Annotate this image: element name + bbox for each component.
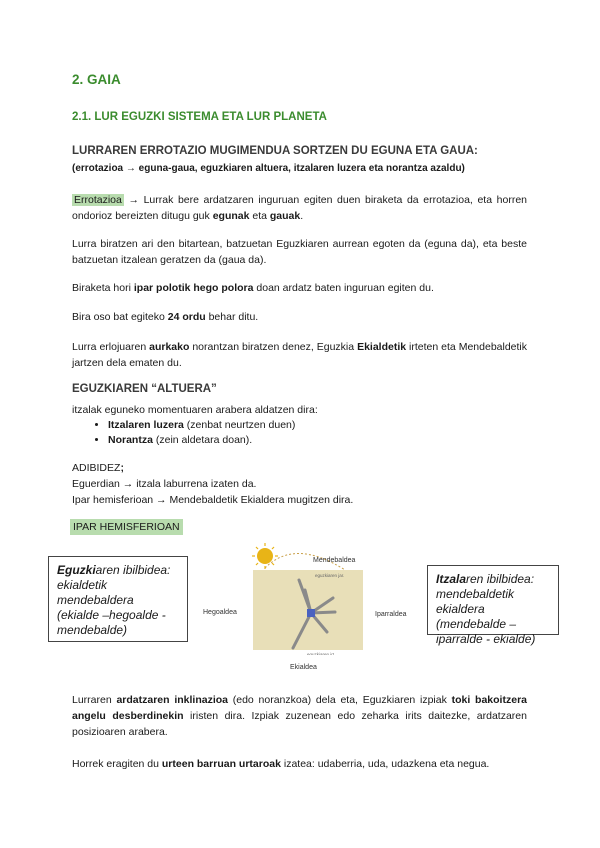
list-item: • Norantza (zein aldetara doan). — [108, 433, 527, 448]
example-label: ADIBIDEZ; — [72, 462, 124, 474]
paragraph-direction: Lurra erlojuaren aurkako norantzan biratzen denez, Eguzkia Ekialdetik irteten eta Mendebaldetik jartzen dela ematen du. — [72, 341, 528, 369]
paragraph-errotazioa: Errotazioa → Lurrak bere ardatzaren inguruan egiten duen biraketa da errotazioa, eta horren ondorioz bereizten ditugu guk egunak eta gauak. — [72, 194, 527, 222]
heading-rotation: LURRAREN ERROTAZIO MUGIMENDUA SORTZEN DU EGUNA ETA GAUA: — [72, 145, 478, 157]
label-hegoaldea: Hegoaldea — [203, 609, 237, 616]
label-iparraldea: Iparraldea — [375, 611, 407, 618]
label-mendebaldea: Mendebaldea — [313, 557, 356, 564]
gnomon — [307, 609, 315, 617]
bullet-list — [72, 418, 527, 448]
hemisphere-label: IPAR HEMISFERIOAN — [70, 519, 183, 535]
paragraph-seasons: Horrek eragiten du urteen barruan urtaroak izatea: udaberria, uda, udazkena eta negua. — [72, 758, 490, 770]
shadow-path-box: Itzalaren ibilbidea: mendebaldetik ekialdera (mendebalde –iparralde - ekialde) — [427, 565, 559, 635]
diagram-svg — [195, 540, 425, 655]
label-ekialdea: Ekialdea — [290, 664, 317, 671]
paragraph-shadows: itzalak eguneko momentuaren arabera aldatzen dira: — [72, 404, 318, 416]
list-item: • Itzalaren luzera (zenbat neurtzen duen) — [108, 418, 527, 433]
section-title: 2. GAIA — [72, 72, 121, 87]
paragraph-24h: Bira oso bat egiteko 24 ordu behar ditu. — [72, 311, 259, 323]
heading-altitude: EGUZKIAREN “ALTUERA” — [72, 383, 217, 395]
subsection-title: 2.1. LUR EGUZKI SISTEMA ETA LUR PLANETA — [72, 111, 327, 123]
label-small-1: eguzkiaren jar. — [315, 573, 345, 578]
label-small-2: eguzkiaren irt. — [307, 652, 336, 655]
paragraph-inclination: Lurraren ardatzaren inklinazioa (edo noranzkoa) dela eta, Eguzkiaren izpiak toki bakoitzera angelu desberdinekin iristen dira. Izpiak zuzenean edo zeharka irits daitezke, ardatzaren posizioaren arabera. — [72, 694, 527, 738]
sun-shadow-diagram — [195, 540, 425, 655]
paragraph-day-night: Lurra biratzen ari den bitartean, batzuetan Eguzkiaren aurrean egoten da (eguna da), eta beste batzuetan itzalean geratzen da (gaua da). — [72, 238, 527, 266]
heading-rotation-sub: (errotazioa → eguna-gaua, eguzkiaren altuera, itzalaren luzera eta norantza azaldu) — [72, 163, 465, 174]
sun-path-box: Eguzkiaren ibilbidea: ekialdetik mendebaldera (ekialde –hegoalde - mendebalde) — [48, 556, 188, 642]
paragraph-axis: Biraketa hori ipar polotik hego polora doan ardatz baten inguruan egiten du. — [72, 282, 434, 294]
sun-icon — [252, 543, 278, 569]
term-errotazioa: Errotazioa — [74, 194, 122, 206]
example-line-2: Ipar hemisferioan → Mendebaldetik Ekialdera mugitzen dira. — [72, 494, 354, 506]
example-line-1: Eguerdian → itzala laburrena izaten da. — [72, 478, 257, 490]
